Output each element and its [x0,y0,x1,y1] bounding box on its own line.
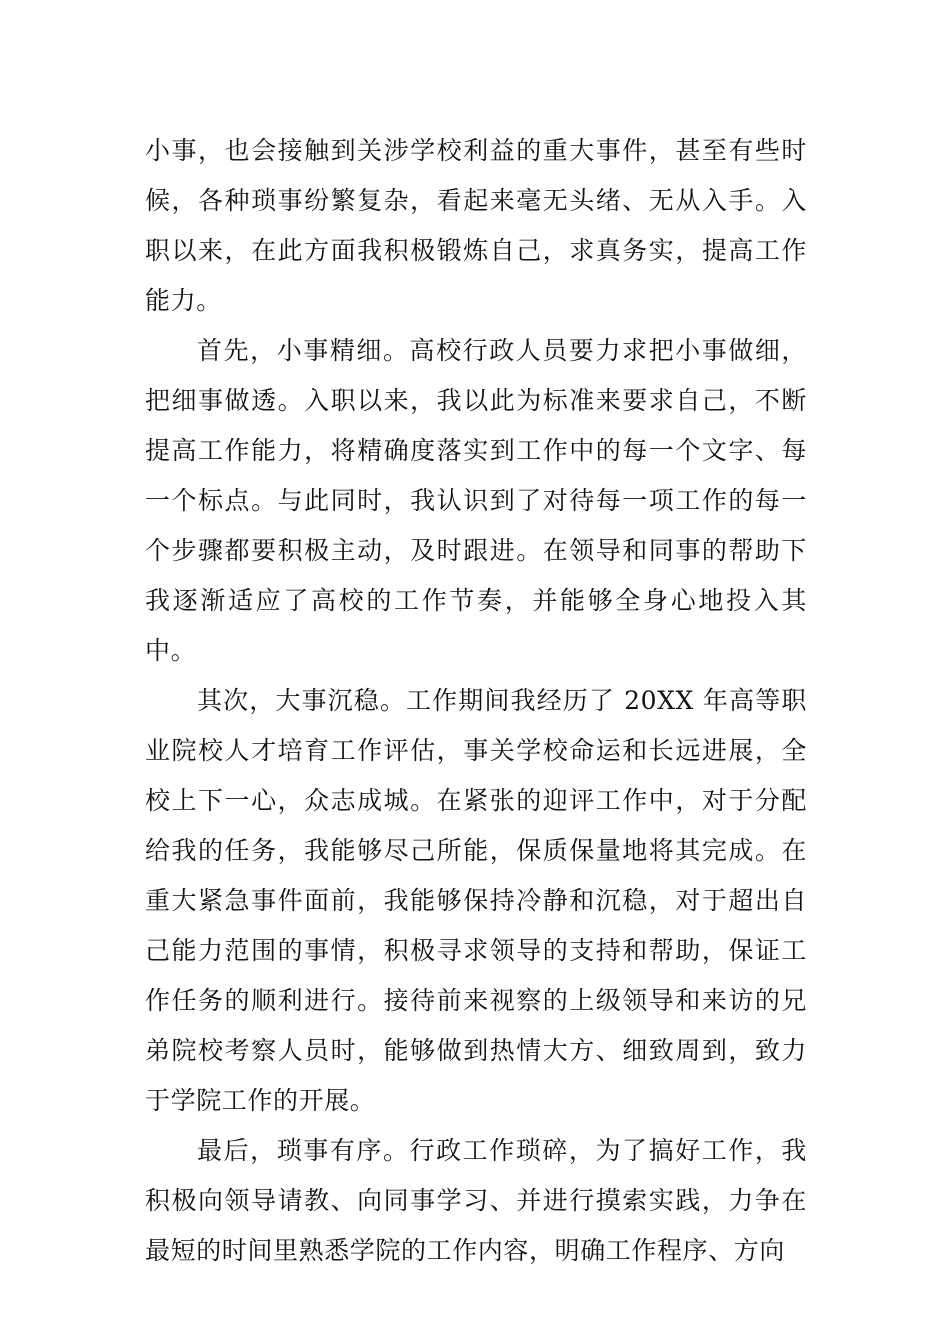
paragraph-3: 其次，大事沉稳。工作期间我经历了 20XX 年高等职业院校人才培育工作评估，事关学校命运和长远进展，全校上下一心，众志成城。在紧张的迎评工作中，对于分配给我的任务，我能够尽己所能，保质保量地将其完成。在重大紧急事件面前，我能够保持冷静和沉稳，对于超出自己能力范围的事情，积极寻求领导的支持和帮助，保证工作任务的顺利进行。接待前来视察的上级领导和来访的兄弟院校考察人员时，能够做到热情大方、细致周到，致力于学院工作的开展。 [145,686,807,1115]
paragraph-1: 小事，也会接触到关涉学校利益的重大事件，甚至有些时候，各种琐事纷繁复杂，看起来毫无头绪、无从入手。入职以来，在此方面我积极锻炼自己，求真务实，提高工作能力。 [145,136,807,315]
document-body [145,126,807,1276]
paragraph-4: 最后，琐事有序。行政工作琐碎，为了搞好工作，我积极向领导请教、向同事学习、并进行摸索实践，力争在最短的时间里熟悉学院的工作内容，明确工作程序、方向 [145,1136,807,1265]
paragraph-2: 首先，小事精细。高校行政人员要力求把小事做细，把细事做透。入职以来，我以此为标准来要求自己，不断提高工作能力，将精确度落实到工作中的每一个文字、每一个标点。与此同时，我认识到了对待每一项工作的每一个步骤都要积极主动，及时跟进。在领导和同事的帮助下我逐渐适应了高校的工作节奏，并能够全身心地投入其中。 [145,336,807,665]
